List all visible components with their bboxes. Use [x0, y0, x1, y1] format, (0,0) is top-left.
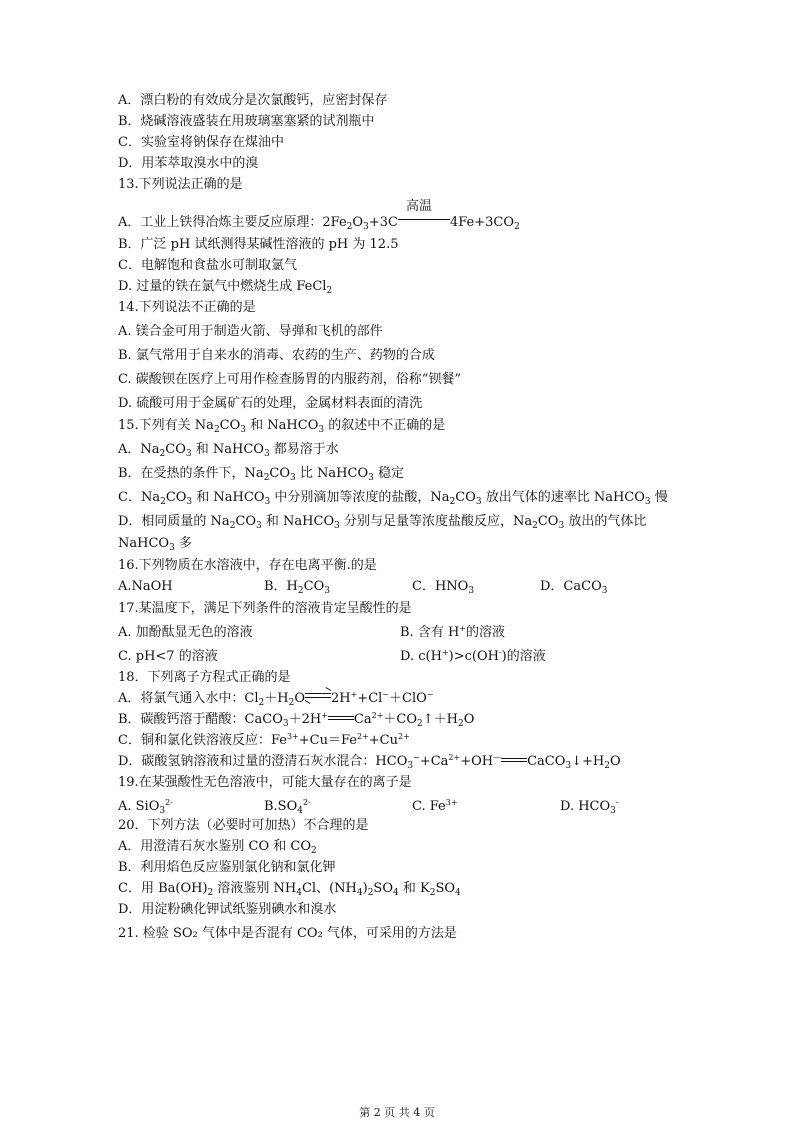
page-footer: 第 2 页 共 4 页 — [359, 1106, 435, 1119]
q13-stem: 13.下列说法正确的是 — [118, 177, 243, 192]
q17-d-text1: D. c(H — [400, 649, 442, 664]
q16-b-text: B．H — [264, 579, 298, 594]
q21-stem: 21. 检验 SO₂ 气体中是否混有 CO₂ 气体，可采用的方法是 — [118, 926, 457, 941]
q20-c-text1: C．用 Ba(OH) — [118, 881, 208, 896]
q12-option-b: B．烧碱溶液盛装在用玻璃塞塞紧的试剂瓶中 — [118, 114, 375, 129]
q15-stem-a: 15.下列有关 Na — [118, 418, 214, 433]
q16-option-a: A.NaOH — [118, 579, 173, 594]
q19-c-text: C. Fe — [412, 799, 446, 814]
q19-b-text: B.SO — [264, 799, 298, 814]
q18-c-text: C．铜和氯化铁溶液反应：Fe — [118, 733, 287, 748]
q20-c-text2: 溶液鉴别 NH — [213, 881, 297, 896]
q16-option-d: D．CaCO$_3$ — [540, 579, 608, 596]
q18-a-text1: A．将氯气通入水中：Cl — [118, 691, 259, 706]
reaction-condition — [398, 199, 450, 228]
q19-option-d: D. $HCO_3^-$ — [560, 798, 619, 816]
q16-options — [118, 579, 678, 596]
q12-option-d: D．用苯萃取溴水中的溴 — [118, 156, 259, 171]
q17-stem: 17.某温度下，满足下列条件的溶液肯定呈酸性的是 — [118, 601, 412, 616]
q16-stem: 16.下列物质在水溶液中，存在电离平衡.的是 — [118, 558, 377, 573]
q14-stem: 14.下列说法不正确的是 — [118, 300, 256, 315]
q15-d-text3: 分别与足量等浓度盐酸反应，Na — [339, 514, 533, 529]
q13-option-d: D. 过量的铁在氯气中燃烧生成 FeCl$_2$ — [118, 279, 333, 296]
q15-b-text1: B．在受热的条件下，Na — [118, 466, 264, 481]
q15-b-text2: 比 NaHCO — [295, 466, 369, 481]
q12-option-a: A．漂白粉的有效成分是次氯酸钙，应密封保存 — [118, 93, 388, 108]
q20-a-text: A．用澄清石灰水鉴别 CO 和 CO — [118, 839, 311, 854]
reaction-line — [398, 219, 450, 220]
q15-d-text5: 多 — [174, 536, 192, 551]
q17-d-text3: )的溶液 — [501, 649, 546, 664]
q19-option-a: A. SiO$_3^{2-}$ — [118, 798, 173, 816]
q17-option-b: B. 含有 H+的溶液 — [400, 624, 506, 640]
q16-c-text: C．HNO — [412, 579, 469, 594]
q15-option-d-cont: NaHCO$_3$ 多 — [118, 536, 192, 553]
q17-b-text1: B. 含有 H — [400, 625, 460, 640]
q15-c-text3: 慢 — [650, 490, 668, 505]
q17-option-d: D. c(H+)>c(OH-)的溶液 — [400, 648, 546, 664]
q13-option-a: A．工业上铁得冶炼主要反应原理：$2Fe_2O_3+3C$ 高温 $4Fe+3CO_2$ — [118, 199, 520, 232]
q15-option-b: B．在受热的条件下，$Na_2CO_3$ 比 NaHCO$_3$ 稳定 — [118, 466, 404, 483]
q13-option-b: B．广泛 pH 试纸测得某碱性溶液的 pH 为 12.5 — [118, 237, 399, 252]
q18-b-text: B．碳酸钙溶于醋酸：CaCO — [118, 712, 283, 727]
q20-option-a: A．用澄清石灰水鉴别 CO 和 $CO_2$ — [118, 839, 317, 856]
q15-b-text3: 稳定 — [373, 466, 404, 481]
q19-stem: 19.在某强酸性无色溶液中，可能大量存在的离子是 — [118, 775, 412, 790]
equilibrium-arrow — [305, 692, 331, 701]
q20-c-text6: 和 K — [398, 881, 430, 896]
condition-high-temp: 高温 — [405, 199, 432, 214]
q16-option-b: B．$H_2CO_3$ — [264, 579, 330, 596]
q19-d-text: D. HCO — [560, 799, 611, 814]
q15-d-text2: 和 NaHCO — [261, 514, 335, 529]
q20-option-d: D．用淀粉碘化钾试纸鉴别碘水和溴水 — [118, 902, 337, 917]
q15-d-text1: D．相同质量的 Na — [118, 514, 230, 529]
q18-a-text2: ＋H — [264, 691, 289, 706]
q17-b-text2: 的溶液 — [466, 625, 506, 640]
q15-c-text1: 中分别滴加等浓度的盐酸，Na — [270, 490, 450, 505]
q18-option-b: B．碳酸钙溶于醋酸：CaCO$_3$＋2H+ $Ca^{2+}+CO_2↑+H_2O$ — [118, 711, 475, 729]
q18-option-c: C．铜和氯化铁溶液反应：$Fe^{3+}+Cu=Fe^{2+}+Cu^{2+}$ — [118, 732, 410, 748]
q15-option-a: A．$Na_2CO_3$ 和 NaHCO$_3$ 都易溶于水 — [118, 442, 339, 459]
q18-stem: 18．下列离子方程式正确的是 — [118, 670, 291, 685]
q14-option-b: B. 氯气常用于自来水的消毒、农药的生产、药物的合成 — [118, 348, 435, 363]
q19-a-text: A. SiO — [118, 799, 160, 814]
q13-option-c: C．电解饱和食盐水可制取氯气 — [118, 258, 297, 273]
q13-a-text: A．工业上铁得冶炼主要反应原理：2Fe — [118, 215, 347, 230]
q14-option-c: C. 碳酸钡在医疗上可用作检查肠胃的内服药剂，俗称“钡餐” — [118, 372, 462, 387]
q13-d-text: D. 过量的铁在氯气中燃烧生成 FeCl — [118, 279, 327, 294]
q14-option-a: A. 镁合金可用于制造火箭、导弹和飞机的部件 — [118, 324, 383, 339]
document-body — [118, 94, 688, 940]
q19-options — [118, 798, 678, 816]
q19-option-b: $B.SO_4^{2-}$ — [264, 798, 311, 816]
q16-d-text: D．CaCO — [540, 579, 602, 594]
q20-option-c: C．用 $Ba(OH)_2$ 溶液鉴别 $NH_4Cl$、$(NH_4)_2SO_4$ 和 $K_2SO_4$ — [118, 881, 461, 898]
q15-option-d: D．相同质量的 $Na_2CO_3$ 和 NaHCO$_3$ 分别与足量等浓度盐酸反应，$Na_2CO_3$ 放出的气体比 — [118, 514, 647, 531]
q12-option-c: C．实验室将钠保存在煤油中 — [118, 135, 284, 150]
q20-option-b: B．利用焰色反应鉴别氯化钠和氯化钾 — [118, 860, 336, 875]
q15-stem: 15.下列有关 $Na_2CO_3$ 和 NaHCO$_3$ 的叙述中不正确的是 — [118, 418, 446, 435]
q14-option-d: D. 硫酸可用于金属矿石的处理，金属材料表面的清洗 — [118, 396, 423, 411]
q15-a-text: 都易溶于水 — [269, 442, 339, 457]
q17-options-row2 — [118, 650, 678, 663]
q17-option-c: C. pH<7 的溶液 — [118, 649, 218, 664]
q19-option-c: C. $Fe^{3+}$ — [412, 798, 458, 814]
q17-d-text2: )>c(OH — [448, 649, 499, 664]
q18-d-text: D．碳酸氢钠溶液和过量的澄清石灰水混合：HCO — [118, 754, 408, 769]
q15-option-c: C．$Na_2CO_3$ 和 NaHCO$_3$ 中分别滴加等浓度的盐酸，$Na_2CO_3$ 放出气体的速率比 NaHCO$_3$ 慢 — [118, 490, 668, 507]
q20-c-text3: Cl、(NH — [301, 881, 357, 896]
q17-option-a: A. 加酚酞显无色的溶液 — [118, 625, 253, 640]
q18-option-a: A．将氯气通入水中：$Cl_2+H_2O$ 2H++Cl−＋ClO− — [118, 692, 688, 705]
q20-c-text5: SO — [373, 881, 393, 896]
q20-stem: 20．下列方法（必要时可加热）不合理的是 — [118, 818, 369, 833]
q20-c-text4: ) — [362, 881, 368, 896]
q18-option-d: D．碳酸氢钠溶液和过量的澄清石灰水混合：$HCO_3^-+Ca^{2+}+OH^—$ $CaCO_3↓+H_2O$ — [118, 753, 621, 771]
q16-option-c: C．$HNO_3$ — [412, 579, 475, 596]
q15-c-text2: 放出气体的速率比 NaHCO — [481, 490, 645, 505]
q17-options-row1 — [118, 626, 678, 639]
q15-stem-b: 的叙述中不正确的是 — [324, 418, 446, 433]
equals-sign — [501, 757, 527, 764]
equals-sign — [328, 715, 354, 722]
q15-d-text4: 放出的气体比 — [564, 514, 647, 529]
